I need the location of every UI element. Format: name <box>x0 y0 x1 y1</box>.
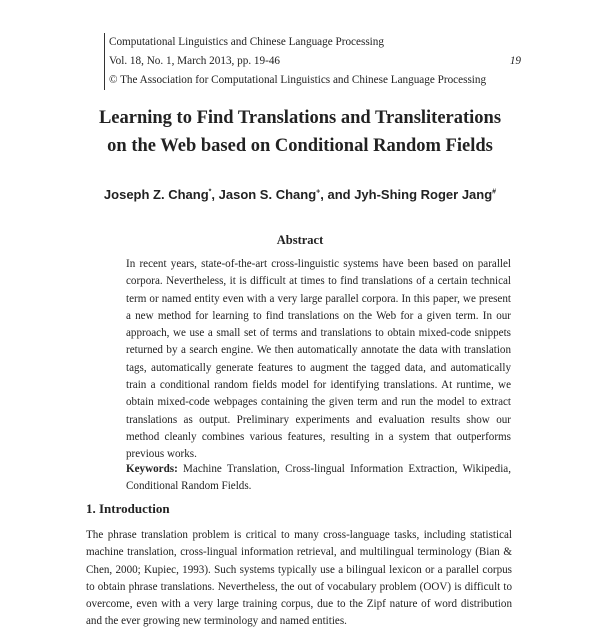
keywords <box>126 461 511 496</box>
introduction-body: The phrase translation problem is critical to many cross-language tasks, including statistical machine translation, cross-lingual information retrieval, and multilingual terminology (Bian & Chen, 2000; Kupiec, 1993). Such systems typically use a bilingual lexicon or a parallel corpus to obtain phrase translations. Nevertheless, the out of vocabulary problem (OOV) is difficult to overcome, even with a very large training corpus, due to the Zipf nature of word distribution and the ever growing new terminology and named entities. <box>86 529 512 628</box>
affiliation-mark: + <box>316 188 321 196</box>
volume-info <box>109 52 521 71</box>
author-separator: , <box>211 187 219 202</box>
abstract-heading: Abstract <box>276 233 324 247</box>
section-heading-introduction: 1. Introduction <box>86 501 170 516</box>
title-line-1: Learning to Find Translations and Transliterations <box>98 108 502 128</box>
abstract-body: In recent years, state-of-the-art cross-linguistic systems have been based on parallel corpora. Nevertheless, it is difficult at times to find translations of a certain technical term or named entity even with a very large parallel corpora. In this paper, we present a new method for learning to find translations on the Web for a given term. In our approach, we use a small set of terms and translations to obtain mixed-code snippets returned by a search engine. We then automatically annotate the data with translation tags, automatically generate features to augment the tagged data, and automatically train a conditional random fields model for identifying translations. At runtime, we obtain mixed-code webpages containing the given term and run the model to extract translations as output. Preliminary experiments and evaluation results show our method cleanly combines various features, resulting in a system that outperforms previous works. <box>126 258 511 461</box>
author-separator: , and <box>320 187 355 202</box>
author-name: Jyh-Shing Roger Jang <box>354 187 493 202</box>
keywords-text: Machine Translation, Cross-lingual Information Extraction, Wikipedia, Conditional Random Fields. <box>126 463 511 493</box>
title-line-2: on the Web based on Conditional Random Fields <box>107 136 493 156</box>
page-number: 19 <box>509 55 521 67</box>
author-list <box>0 187 600 202</box>
copyright-line: © The Association for Computational Linguistics and Chinese Language Processing <box>109 74 487 86</box>
journal-masthead <box>104 33 521 90</box>
volume-text: Vol. 18, No. 1, March 2013, pp. 19-46 <box>109 55 281 67</box>
author-name: Joseph Z. Chang <box>103 187 209 202</box>
affiliation-mark: * <box>208 188 212 196</box>
keywords-label: Keywords: <box>126 463 178 475</box>
author-name: Jason S. Chang <box>218 187 317 202</box>
affiliation-mark: # <box>492 188 497 196</box>
journal-name: Computational Linguistics and Chinese Language Processing <box>109 36 384 48</box>
paper-title <box>0 104 600 160</box>
